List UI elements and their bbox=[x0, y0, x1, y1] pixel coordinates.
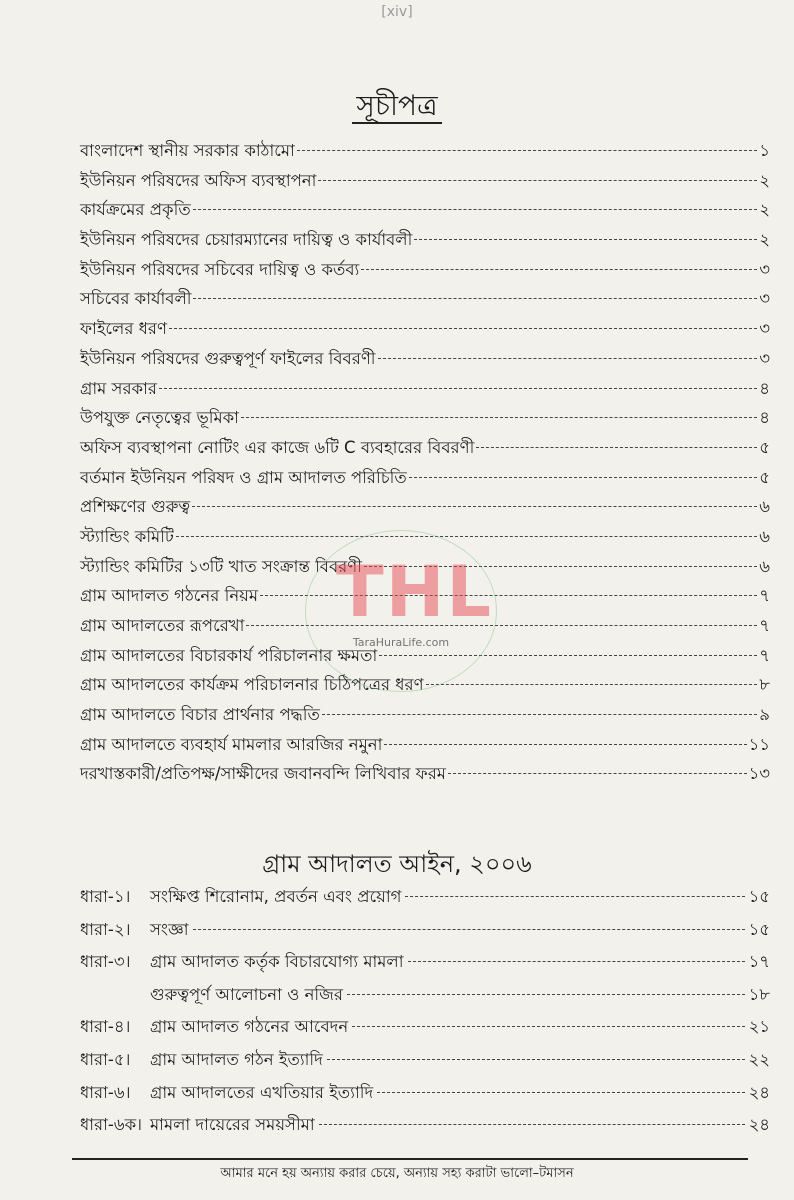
toc-entry bbox=[80, 376, 770, 406]
page-title bbox=[0, 84, 794, 131]
toc-entry-title: গ্রাম আদালতের বিচারকার্য পরিচালনার ক্ষমতা bbox=[80, 645, 378, 665]
toc-entry bbox=[80, 316, 770, 346]
law-section-number: ধারা-৫। bbox=[80, 1049, 131, 1069]
watermark bbox=[305, 530, 497, 692]
footer-divider bbox=[72, 1158, 748, 1160]
toc-entry-title: গ্রাম সরকার bbox=[80, 378, 157, 398]
law-entry bbox=[80, 949, 770, 982]
law-entry-page: ২৪ bbox=[748, 1082, 770, 1102]
toc-entry-page: ১১ bbox=[748, 734, 770, 754]
toc-entry-title: কার্যক্রমের প্রকৃতি bbox=[80, 200, 191, 220]
toc-entry-title: বাংলাদেশ স্থানীয় সরকার কাঠামো bbox=[80, 141, 295, 160]
law-section-number: ধারা-২। bbox=[80, 919, 131, 939]
footer-quote: আমার মনে হয় অন্যায় করার চেয়ে, অন্যায় সহ্য করাটা ভালো–টমাসন bbox=[220, 1166, 574, 1181]
law-section-number: ধারা-১। bbox=[80, 887, 131, 906]
toc-entry bbox=[80, 138, 770, 168]
dot-leader bbox=[193, 209, 758, 210]
dot-leader bbox=[347, 994, 745, 995]
toc-entry-page: ৩ bbox=[759, 259, 770, 279]
toc-entry-title: অফিস ব্যবস্থাপনা নোটিং এর কাজে ৬টি C ব্যবহারের বিবরণী bbox=[80, 437, 475, 457]
toc-entry-title: ইউনিয়ন পরিষদের সচিবের দায়িত্ব ও কর্তব্য bbox=[80, 259, 360, 279]
law-entry bbox=[80, 917, 770, 950]
toc-entry-title: ইউনিয়ন পরিষদের গুরুত্বপূর্ণ ফাইলের বিবরণী bbox=[80, 348, 376, 368]
toc-entry bbox=[80, 197, 770, 227]
toc-entry-page: ৬ bbox=[759, 526, 770, 546]
law-entry-title: সংক্ষিপ্ত শিরোনাম, প্রবর্তন এবং প্রয়োগ bbox=[150, 887, 402, 906]
dot-leader bbox=[448, 773, 747, 774]
toc-entry-page: ৩ bbox=[759, 319, 770, 339]
law-section-number: ধারা-৬। bbox=[80, 1082, 131, 1102]
dot-leader bbox=[241, 417, 757, 418]
watermark-logo: THL bbox=[336, 551, 493, 633]
dot-leader bbox=[176, 536, 757, 537]
law-entry bbox=[80, 884, 770, 917]
dot-leader bbox=[159, 388, 757, 389]
law-entry-title: গুরুত্বপূর্ণ আলোচনা ও নজির bbox=[150, 984, 343, 1004]
toc-entry-page: ৬ bbox=[759, 497, 770, 517]
toc-entry-page: ২ bbox=[759, 230, 770, 250]
law-entry-page: ১৫ bbox=[748, 919, 770, 939]
toc-entry-page: ৭ bbox=[759, 616, 770, 635]
toc-entry-page: ২ bbox=[759, 170, 770, 190]
page-number: [xiv] bbox=[381, 4, 413, 20]
toc-entry-title: গ্রাম আদালতে ব্যবহার্য মামলার আরজির নমুনা bbox=[80, 734, 383, 754]
table-of-contents bbox=[80, 138, 770, 791]
toc-entry-title: গ্রাম আদালতে বিচার প্রার্থনার পদ্ধতি bbox=[80, 705, 320, 725]
dot-leader bbox=[322, 714, 757, 715]
toc-entry-page: ৮ bbox=[759, 675, 770, 695]
toc-entry-page: ৫ bbox=[759, 437, 770, 457]
law-entry-page: ১৮ bbox=[748, 984, 770, 1004]
toc-entry bbox=[80, 732, 770, 762]
toc-entry-title: ইউনিয়ন পরিষদের অফিস ব্যবস্থাপনা bbox=[80, 170, 317, 190]
toc-entry bbox=[80, 702, 770, 732]
toc-entry bbox=[80, 346, 770, 376]
law-entry-page: ১৭ bbox=[748, 952, 770, 972]
toc-entry-title: ইউনিয়ন পরিষদের চেয়ারম্যানের দায়িত্ব ও কার্যাবলী bbox=[80, 230, 413, 250]
law-entry-page: ২৪ bbox=[748, 1115, 770, 1135]
toc-entry-title: উপযুক্ত নেতৃত্বের ভূমিকা bbox=[80, 408, 239, 428]
law-entry bbox=[80, 1080, 770, 1113]
law-entry-title: গ্রাম আদালত গঠন ইত্যাদি bbox=[150, 1049, 323, 1069]
toc-entry bbox=[80, 286, 770, 316]
dot-leader bbox=[409, 477, 758, 478]
law-contents bbox=[80, 884, 770, 1145]
dot-leader bbox=[476, 447, 757, 448]
toc-entry bbox=[80, 168, 770, 198]
toc-entry bbox=[80, 227, 770, 257]
toc-entry bbox=[80, 465, 770, 495]
toc-entry-title: বর্তমান ইউনিয়ন পরিষদ ও গ্রাম আদালত পরিচিতি bbox=[80, 467, 407, 487]
dot-leader bbox=[193, 929, 745, 930]
dot-leader bbox=[408, 961, 745, 962]
dot-leader bbox=[192, 506, 757, 507]
dot-leader bbox=[384, 744, 746, 745]
toc-entry-title: গ্রাম আদালতের রূপরেখা bbox=[80, 616, 245, 635]
toc-entry-title: গ্রাম আদালতের কার্যক্রম পরিচালনার চিঠিপত্রের ধরণ bbox=[80, 675, 424, 695]
law-entry bbox=[80, 1014, 770, 1047]
dot-leader bbox=[318, 180, 757, 181]
dot-leader bbox=[193, 298, 757, 299]
law-entry-title: গ্রাম আদালত গঠনের আবেদন bbox=[150, 1017, 349, 1037]
toc-entry bbox=[80, 405, 770, 435]
law-entry-page: ২১ bbox=[748, 1017, 770, 1037]
toc-entry-title: দরখাস্তকারী/প্রতিপক্ষ/সাক্ষীদের জবানবন্দি লিখিবার ফরম bbox=[80, 764, 446, 784]
dot-leader bbox=[169, 328, 757, 329]
toc-entry-title: স্ট্যান্ডিং কমিটি bbox=[80, 526, 174, 546]
law-section-number: ধারা-৪। bbox=[80, 1017, 131, 1037]
dot-leader bbox=[319, 1124, 745, 1125]
dot-leader bbox=[377, 1092, 744, 1093]
toc-entry-page: ৪ bbox=[759, 378, 770, 398]
toc-entry-title: প্রশিক্ষণের গুরুত্ব bbox=[80, 497, 191, 517]
toc-entry-title: সচিবের কার্যাবলী bbox=[80, 289, 192, 309]
page-title-text: সূচীপত্র bbox=[352, 89, 441, 124]
dot-leader bbox=[405, 896, 744, 897]
law-entry-title: সংজ্ঞা bbox=[150, 919, 189, 939]
toc-entry-title: ফাইলের ধরণ bbox=[80, 319, 167, 339]
watermark-site: TaraHuraLife.com bbox=[352, 636, 450, 649]
dot-leader bbox=[297, 150, 757, 151]
toc-entry bbox=[80, 761, 770, 791]
dot-leader bbox=[361, 269, 757, 270]
law-entry bbox=[80, 1047, 770, 1080]
toc-entry-page: ১৩ bbox=[748, 764, 770, 784]
toc-entry-title: গ্রাম আদালত গঠনের নিয়ম bbox=[80, 586, 259, 606]
toc-entry-page: ৭ bbox=[759, 645, 770, 665]
law-entry-page: ১৫ bbox=[748, 887, 770, 906]
toc-entry-page: ৬ bbox=[759, 556, 770, 576]
toc-entry-page: ৩ bbox=[759, 289, 770, 309]
toc-entry-page: ৫ bbox=[759, 467, 770, 487]
toc-entry-page: ৪ bbox=[759, 408, 770, 428]
law-entry-title: মামলা দায়েরের সময়সীমা bbox=[150, 1115, 315, 1135]
toc-entry bbox=[80, 257, 770, 287]
section-heading: গ্রাম আদালত আইন, ২০০৬ bbox=[262, 850, 532, 878]
dot-leader bbox=[378, 358, 758, 359]
toc-entry bbox=[80, 435, 770, 465]
toc-entry-page: ৩ bbox=[759, 348, 770, 368]
dot-leader bbox=[426, 684, 758, 685]
law-entry bbox=[80, 982, 770, 1015]
toc-entry-page: ৭ bbox=[759, 586, 770, 606]
law-entry-title: গ্রাম আদালত কর্তৃক বিচারযোগ্য মামলা bbox=[150, 952, 404, 972]
law-entry bbox=[80, 1112, 770, 1145]
dot-leader bbox=[327, 1059, 745, 1060]
law-entry-title: গ্রাম আদালতের এখতিয়ার ইত্যাদি bbox=[150, 1082, 374, 1102]
dot-leader bbox=[414, 239, 757, 240]
toc-entry bbox=[80, 494, 770, 524]
toc-entry-title: স্ট্যান্ডিং কমিটির ১৩টি খাত সংক্রান্ত বিবরণী bbox=[80, 556, 362, 576]
law-section-number: ধারা-৬ক। bbox=[80, 1115, 143, 1135]
dot-leader bbox=[352, 1026, 744, 1027]
law-section-number: ধারা-৩। bbox=[80, 952, 131, 972]
toc-entry-page: ১ bbox=[759, 141, 770, 160]
law-entry-page: ২২ bbox=[748, 1049, 770, 1069]
toc-entry-page: ৯ bbox=[759, 705, 770, 725]
toc-entry-page: ২ bbox=[759, 200, 770, 220]
